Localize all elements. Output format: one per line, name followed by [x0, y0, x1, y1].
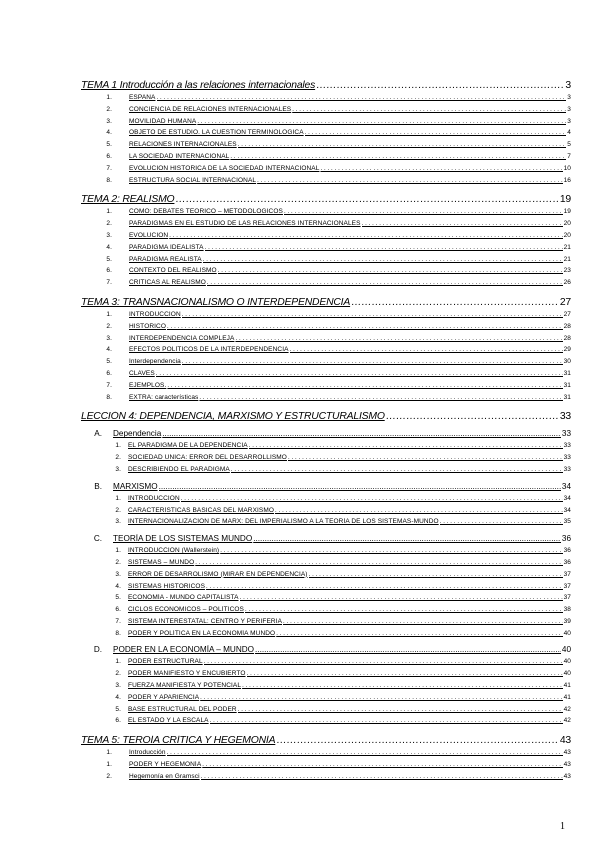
toc-item-entry[interactable]	[81, 153, 571, 165]
toc-leader-dots	[257, 178, 562, 184]
toc-page-number: 33	[563, 442, 571, 450]
toc-item-entry[interactable]	[81, 670, 571, 682]
toc-page-number: 43	[563, 772, 571, 780]
toc-page-number: 36	[563, 558, 571, 566]
toc-leader-dots	[167, 750, 563, 756]
toc-item-entry[interactable]	[81, 358, 571, 370]
toc-entry-title[interactable]: PARADIGMA IDEALISTA	[129, 243, 204, 251]
toc-entry-number: A.	[94, 429, 102, 439]
toc-section-entry[interactable]	[81, 645, 571, 658]
toc-page-number: 34	[561, 481, 571, 491]
toc-page-number: 42	[563, 717, 571, 725]
toc-entry-title[interactable]: Interdependencia	[129, 358, 181, 366]
toc-page-number: 20	[563, 231, 571, 239]
toc-item-entry[interactable]	[81, 749, 571, 761]
toc-item-entry[interactable]	[81, 94, 571, 106]
toc-leader-dots	[240, 595, 563, 601]
toc-entry-title[interactable]: SISTEMA INTERESTATAL: CENTRO Y PERIFERIA	[128, 617, 283, 625]
toc-page-number: 28	[563, 334, 571, 342]
toc-entry-number: 1.	[115, 658, 121, 666]
toc-entry-number: 4.	[106, 346, 112, 354]
toc-page-number: 3	[567, 117, 571, 125]
toc-item-entry[interactable]	[81, 507, 571, 519]
toc-leader-dots	[245, 607, 563, 613]
toc-entry-number: 6.	[106, 369, 112, 377]
toc-leader-dots	[316, 80, 564, 91]
toc-leader-dots	[200, 695, 562, 701]
toc-item-entry[interactable]	[81, 658, 571, 670]
toc-entry-title[interactable]: TEORÍA DE LOS SISTEMAS MUNDO	[113, 534, 253, 544]
toc-leader-dots	[175, 194, 558, 205]
toc-page-number: 33	[563, 465, 571, 473]
toc-entry-title[interactable]: INTRODUCCIÓN	[128, 494, 180, 502]
toc-page-number: 42	[563, 705, 571, 713]
toc-entry-number: 7.	[106, 381, 112, 389]
toc-item-entry[interactable]	[81, 244, 571, 256]
toc-entry-number: 3.	[115, 570, 121, 578]
toc-entry-number: 3.	[115, 682, 121, 690]
toc-leader-dots	[238, 142, 567, 148]
toc-leader-dots	[205, 245, 563, 251]
toc-item-entry[interactable]	[81, 694, 571, 706]
toc-leader-dots	[305, 130, 567, 136]
toc-leader-dots	[169, 233, 562, 239]
toc-entry-number: 3.	[106, 334, 112, 342]
toc-item-entry[interactable]	[81, 267, 571, 279]
toc-chapter-entry[interactable]	[81, 297, 571, 311]
toc-page-number: 34	[563, 494, 571, 502]
toc-page-number: 33	[559, 411, 571, 423]
toc-item-entry[interactable]	[81, 208, 571, 220]
toc-page-number: 39	[563, 617, 571, 625]
toc-entry-title[interactable]: PODER Y APARIENCIA	[128, 693, 200, 701]
toc-item-entry[interactable]	[81, 177, 571, 189]
toc-page-number: 16	[563, 176, 571, 184]
toc-entry-number: 4.	[106, 129, 112, 137]
toc-page-number: 37	[563, 570, 571, 578]
toc-page-number: 43	[563, 749, 571, 757]
toc-entry-title[interactable]: INTERDEPENDENCIA COMPLEJA	[129, 334, 235, 342]
toc-entry-title[interactable]: EVOLUCIÓN	[129, 231, 169, 239]
toc-entry-number: 3.	[106, 231, 112, 239]
toc-entry-title[interactable]: INTRODUCCIÓN (Wallerstein)	[128, 547, 220, 555]
toc-page-number: 41	[563, 693, 571, 701]
toc-entry-title[interactable]: Introducción	[129, 749, 166, 757]
toc-entry-number: 5.	[106, 141, 112, 149]
toc-leader-dots	[210, 718, 563, 724]
toc-item-entry[interactable]	[81, 256, 571, 268]
toc-entry-number: 2.	[115, 454, 121, 462]
toc-leader-dots	[292, 107, 566, 113]
toc-entry-title[interactable]: Hegemonía en Gramsci	[129, 772, 200, 780]
toc-entry-title[interactable]: MOVILIDAD HUMANA	[129, 117, 197, 125]
toc-entry-number: 2.	[115, 670, 121, 678]
toc-entry-number: 7.	[115, 617, 121, 625]
toc-entry-title[interactable]: EL ESTADO Y LA ESCALA	[128, 717, 209, 725]
toc-page-number: 41	[563, 682, 571, 690]
toc-leader-dots	[199, 395, 562, 401]
toc-item-entry[interactable]	[81, 559, 571, 571]
toc-entry-title[interactable]: EFECTOS POLÍTICOS DE LA INTERDEPENDENCIA	[129, 346, 289, 354]
toc-leader-dots	[159, 482, 561, 491]
toc-entry-title[interactable]: CICLOS ECONÓMICOS – POLÍTICOS	[128, 606, 244, 614]
toc-chapter-entry[interactable]	[81, 80, 571, 94]
toc-chapter-entry[interactable]	[81, 194, 571, 208]
toc-entry-title[interactable]: INTERNACIONALIZACIÓN DE MARX: DEL IMPERIALISMO A LA TEORÍA DE LOS SISTEMAS-MUNDO	[128, 518, 439, 526]
toc-item-entry[interactable]	[81, 706, 571, 718]
toc-leader-dots	[182, 359, 563, 365]
toc-page-number: 27	[559, 296, 571, 308]
toc-item-entry[interactable]	[81, 618, 571, 630]
toc-page-number: 37	[563, 594, 571, 602]
toc-item-entry[interactable]	[81, 165, 571, 177]
toc-page-number: 3	[567, 105, 571, 113]
toc-leader-dots	[218, 268, 563, 274]
toc-entry-number: 2.	[106, 105, 112, 113]
toc-page-number: 27	[563, 310, 571, 318]
toc-page-number: 21	[563, 255, 571, 263]
toc-page-number: 40	[563, 670, 571, 678]
toc-entry-title[interactable]: ESTRUCTURA SOCIAL INTERNACIONAL	[129, 176, 257, 184]
toc-page-number: 4	[567, 129, 571, 137]
toc-entry-title[interactable]: SISTEMAS – MUNDO	[128, 558, 195, 566]
toc-entry-title[interactable]: TEMA 3: TRANSNACIONALISMO O INTERDEPENDENCIA	[81, 296, 351, 308]
toc-entry-number: 2.	[106, 220, 112, 228]
toc-leader-dots	[156, 371, 563, 377]
toc-item-entry[interactable]	[81, 547, 571, 559]
toc-entry-number: 5.	[106, 358, 112, 366]
toc-page-number: 31	[563, 381, 571, 389]
toc-entry-number: B.	[94, 481, 102, 491]
toc-item-entry[interactable]	[81, 232, 571, 244]
toc-entry-number: 1.	[106, 94, 112, 101]
toc-entry-number: 1.	[106, 749, 112, 757]
toc-item-entry[interactable]	[81, 717, 571, 729]
toc-page-number: 43	[559, 735, 571, 747]
toc-entry-number: 8.	[106, 176, 112, 184]
toc-item-entry[interactable]	[81, 370, 571, 382]
toc-leader-dots	[275, 508, 563, 514]
toc-item-entry[interactable]	[81, 106, 571, 118]
toc-item-entry[interactable]	[81, 382, 571, 394]
toc-entry-title[interactable]: TEMA 2: REALISMO	[81, 194, 175, 206]
toc-entry-title[interactable]: CLAVES	[129, 369, 155, 377]
toc-section-entry[interactable]	[81, 534, 571, 547]
toc-entry-number: 7.	[106, 164, 112, 172]
toc-leader-dots	[284, 209, 563, 215]
toc-entry-title[interactable]: PODER MANIFIESTO Y ENCUBIERTO	[128, 670, 246, 678]
toc-entry-title[interactable]: CÓMO: DEBATES TEÓRICO – METODOLÓGICOS	[129, 208, 283, 216]
toc-page-number: 40	[561, 645, 571, 655]
toc-section-entry[interactable]	[81, 482, 571, 495]
toc-page-number: 30	[563, 358, 571, 366]
toc-entry-number: 4.	[106, 243, 112, 251]
toc-leader-dots	[247, 671, 563, 677]
toc-chapter-entry[interactable]	[81, 411, 571, 425]
toc-entry-number: 6.	[106, 267, 112, 275]
toc-item-entry[interactable]	[81, 442, 571, 454]
toc-leader-dots	[320, 166, 562, 172]
toc-entry-title[interactable]: RELACIONES INTERNACIONALES	[129, 141, 237, 149]
toc-item-entry[interactable]	[81, 118, 571, 130]
toc-leader-dots	[220, 548, 562, 554]
toc-item-entry[interactable]	[81, 454, 571, 466]
toc-entry-title[interactable]: OBJETO DE ESTUDIO. LA CUESTIÓN TERMINOLÓGICA	[129, 129, 304, 137]
toc-page-number: 28	[563, 322, 571, 330]
toc-entry-number: 1.	[115, 442, 121, 450]
toc-leader-dots	[203, 257, 563, 263]
toc-page-number: 19	[559, 194, 571, 206]
toc-page-number: 36	[561, 534, 571, 544]
toc-item-entry[interactable]	[81, 346, 571, 358]
toc-leader-dots	[167, 324, 563, 330]
toc-page-number: 26	[563, 279, 571, 287]
toc-leader-dots	[362, 221, 563, 227]
toc-entry-number: D.	[93, 645, 102, 655]
toc-page-number: 38	[563, 606, 571, 614]
toc-page-number: 40	[563, 658, 571, 666]
toc-entry-title[interactable]: TEMA 1 Introducción a las relaciones internacionales	[81, 80, 316, 91]
toc-leader-dots	[290, 347, 563, 353]
toc-leader-dots	[230, 154, 566, 160]
toc-leader-dots	[242, 683, 562, 689]
toc-page-number: 31	[563, 393, 571, 401]
toc-entry-number: 3.	[106, 117, 112, 125]
page-number: 1	[560, 821, 565, 832]
toc-entry-title[interactable]: EL PARADIGMA DE LA DEPENDENCIA	[128, 442, 248, 450]
toc-entry-title[interactable]: EJEMPLOS.	[129, 381, 167, 389]
toc-entry-title[interactable]: EXTRA: características	[129, 393, 199, 401]
toc-leader-dots	[235, 336, 562, 342]
toc-entry-number: 3.	[115, 518, 121, 526]
toc-page-number: 20	[563, 220, 571, 228]
toc-item-entry[interactable]	[81, 571, 571, 583]
toc-entry-title[interactable]: ERROR DE DESARROLISMO (MIRAR EN DEPENDENCIA)	[128, 570, 308, 578]
toc-leader-dots	[231, 467, 563, 473]
toc-item-entry[interactable]	[81, 323, 571, 335]
toc-page-number: 37	[563, 582, 571, 590]
toc-item-entry[interactable]	[81, 518, 571, 530]
toc-page-number: 40	[563, 629, 571, 637]
toc-entry-title[interactable]: BASE ESTRUCTURAL DEL PODER	[128, 705, 237, 713]
toc-entry-title[interactable]: EVOLUCIÓN HISTÓRICA DE LA SOCIEDAD INTERNACIONAL	[129, 164, 320, 172]
toc-entry-number: 5.	[115, 705, 121, 713]
toc-item-entry[interactable]	[81, 394, 571, 406]
toc-entry-number: 2.	[115, 558, 121, 566]
toc-page-number: 33	[561, 429, 571, 439]
toc-page-number: 10	[563, 164, 571, 172]
toc-leader-dots	[351, 297, 559, 308]
toc-entry-number: 2.	[106, 772, 112, 780]
toc-leader-dots	[253, 534, 561, 543]
toc-leader-dots	[181, 496, 563, 502]
toc-page-number: 33	[563, 454, 571, 462]
toc-entry-title[interactable]: CONCIENCIA DE RELACIONES INTERNACIONALES	[129, 105, 292, 113]
toc-entry-title[interactable]: PODER Y POLÍTICA EN LA ECONOMÍA MUNDO	[128, 629, 276, 637]
toc-page-number: 19	[563, 208, 571, 216]
toc-entry-number: 4.	[115, 582, 121, 590]
toc-entry-number: 1.	[106, 761, 112, 769]
toc-leader-dots	[276, 631, 562, 637]
toc-entry-number: 1.	[106, 208, 112, 216]
toc-entry-number: C.	[93, 534, 102, 544]
toc-entry-number: 3.	[115, 465, 121, 473]
toc-entry-title[interactable]: DESCRIBIENDO EL PARADIGMA	[128, 465, 230, 473]
toc-entry-number: 1.	[115, 494, 121, 502]
toc-page-number: 36	[563, 547, 571, 555]
toc-entry-title[interactable]: CONTEXTO DEL REALISMO	[129, 267, 217, 275]
toc-entry-title[interactable]: SISTEMAS HISTÓRICOS	[128, 582, 206, 590]
toc-leader-dots	[288, 455, 563, 461]
toc-leader-dots	[157, 95, 567, 101]
toc-page-number: 7	[567, 152, 571, 160]
toc-page-number: 5	[567, 141, 571, 149]
toc-entry-title[interactable]: ECONOMÍA - MUNDO CAPITALISTA	[128, 594, 239, 602]
toc-entry-title[interactable]: Dependencia	[113, 429, 162, 439]
toc-entry-number: 4.	[115, 693, 121, 701]
toc-section-entry[interactable]	[81, 429, 571, 442]
toc-page-number: 3	[567, 94, 571, 101]
toc-entry-number: 5.	[115, 594, 121, 602]
toc-page-number: 34	[563, 506, 571, 514]
toc-entry-title[interactable]: LA SOCIEDAD INTERNACIONAL	[129, 152, 230, 160]
toc-item-entry[interactable]	[81, 311, 571, 323]
toc-entry-number: 6.	[115, 717, 121, 725]
toc-leader-dots	[255, 645, 561, 654]
toc-leader-dots	[276, 735, 559, 746]
toc-entry-number: 8.	[106, 393, 112, 401]
toc-item-entry[interactable]	[81, 594, 571, 606]
toc-entry-number: 2.	[115, 506, 121, 514]
toc-leader-dots	[182, 312, 563, 318]
toc-item-entry[interactable]	[81, 335, 571, 347]
toc-leader-dots	[202, 762, 562, 768]
toc-leader-dots	[197, 119, 566, 125]
toc-leader-dots	[162, 429, 561, 438]
toc-item-entry[interactable]	[81, 466, 571, 478]
toc-entry-number: 8.	[115, 629, 121, 637]
toc-entry-number: 5.	[106, 255, 112, 263]
toc-leader-dots	[204, 659, 563, 665]
toc-leader-dots	[238, 707, 563, 713]
toc-entry-title[interactable]: TEMA 5: TEROÍA CRÍTICA Y HEGEMONÍA	[81, 735, 276, 747]
toc-entry-title[interactable]: CARACTERÍSTICAS BÁSICAS DEL MARXISMO	[128, 506, 275, 514]
toc-leader-dots	[309, 572, 563, 578]
toc-entry-title[interactable]: LECCIÓN 4: DEPENDENCIA, MARXISMO Y ESTRUCTURALISMO	[81, 411, 385, 423]
toc-leader-dots	[207, 280, 563, 286]
toc-entry-number: 1.	[115, 547, 121, 555]
toc-entry-title[interactable]: CRÍTICAS AL REALISMO	[129, 279, 206, 287]
toc-entry-title[interactable]: SOCIEDAD ÚNICA: ERROR DEL DESARROLLISMO	[128, 454, 287, 462]
toc-entry-number: 2.	[106, 322, 112, 330]
toc-item-entry[interactable]	[81, 495, 571, 507]
toc-leader-dots	[167, 383, 562, 389]
toc-entry-title[interactable]: ESPAÑA	[129, 94, 156, 101]
toc-leader-dots	[440, 519, 563, 525]
toc-page-number: 31	[563, 369, 571, 377]
table-of-contents	[81, 80, 571, 785]
toc-item-entry[interactable]	[81, 606, 571, 618]
toc-entry-title[interactable]: FUERZA MANIFIESTA Y POTENCIAL	[128, 682, 242, 690]
toc-page-number: 23	[563, 267, 571, 275]
toc-entry-number: 7.	[106, 279, 112, 287]
toc-item-entry[interactable]	[81, 630, 571, 642]
toc-entry-title[interactable]: PARADIGMA REALISTA	[129, 255, 202, 263]
toc-entry-title[interactable]: PODER EN LA ECONOMÍA – MUNDO	[113, 645, 255, 655]
toc-entry-title[interactable]: HISTÓRICO	[129, 322, 167, 330]
toc-page-number: 3	[565, 80, 571, 91]
toc-item-entry[interactable]	[81, 279, 571, 291]
toc-item-entry[interactable]	[81, 773, 571, 785]
toc-leader-dots	[201, 774, 563, 780]
toc-item-entry[interactable]	[81, 220, 571, 232]
toc-item-entry[interactable]	[81, 761, 571, 773]
toc-page-number: 21	[563, 243, 571, 251]
toc-entry-title[interactable]: PARADIGMAS EN EL ESTUDIO DE LAS RELACIONES INTERNACIONALES	[129, 220, 361, 228]
toc-page-number: 43	[563, 761, 571, 769]
toc-leader-dots	[386, 411, 559, 422]
toc-item-entry[interactable]	[81, 129, 571, 141]
toc-item-entry[interactable]	[81, 583, 571, 595]
toc-entry-title[interactable]: PODER Y HEGEMONÍA	[129, 761, 202, 769]
toc-entry-title[interactable]: INTRODUCCIÓN	[129, 310, 181, 318]
toc-entry-title[interactable]: PODER ESTRUCTURAL	[128, 658, 203, 666]
toc-leader-dots	[195, 560, 562, 566]
toc-entry-title[interactable]: MARXISMO	[113, 481, 158, 491]
toc-item-entry[interactable]	[81, 141, 571, 153]
toc-entry-number: 1.	[106, 310, 112, 318]
toc-leader-dots	[249, 443, 563, 449]
toc-leader-dots	[283, 619, 563, 625]
toc-page-number: 35	[563, 518, 571, 526]
toc-entry-number: 6.	[115, 606, 121, 614]
toc-chapter-entry[interactable]	[81, 735, 571, 749]
toc-leader-dots	[206, 584, 563, 590]
toc-entry-number: 6.	[106, 152, 112, 160]
toc-page-number: 29	[563, 346, 571, 354]
toc-item-entry[interactable]	[81, 682, 571, 694]
